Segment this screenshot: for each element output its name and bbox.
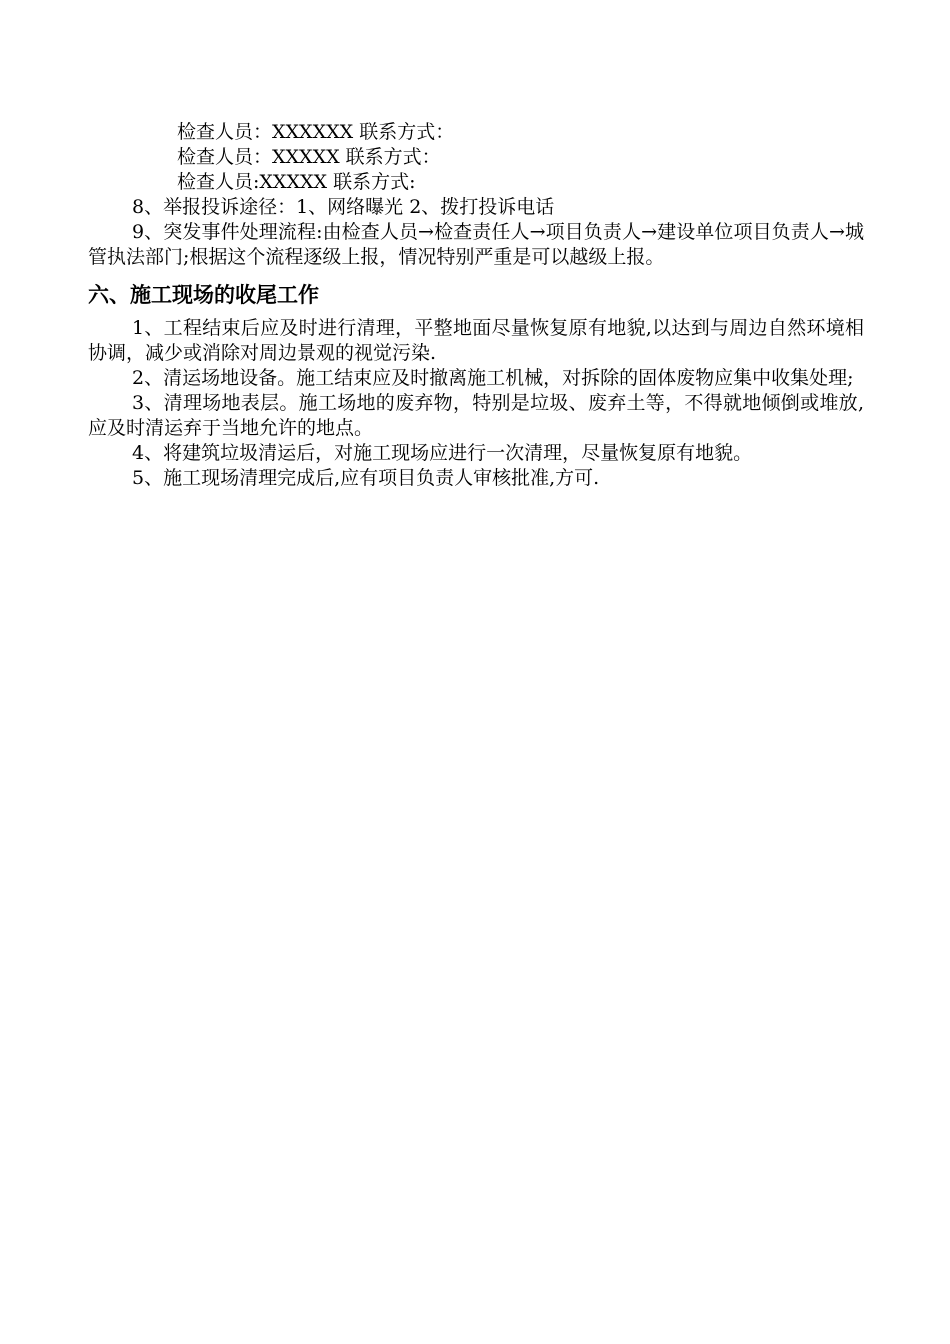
report-channel-item: 8、举报投诉途径：1、网络曝光 2、拨打投诉电话 [132,196,555,218]
closing-item-3: 3、清理场地表层。施工场地的废弃物，特别是垃圾、废弃土等，不得就地倾倒或堆放,应及时清运弃于当地允许的地点。 [88,392,864,439]
document-body [88,120,864,491]
emergency-process-item: 9、突发事件处理流程:由检查人员→检查责任人→项目负责人→建设单位项目负责人→城管执法部门;根据这个流程逐级上报，情况特别严重是可以越级上报。 [88,221,864,268]
closing-item-5: 5、施工现场清理完成后,应有项目负责人审核批准,方可. [132,467,600,489]
closing-item-2: 2、清运场地设备。施工结束应及时撤离施工机械，对拆除的固体废物应集中收集处理; [132,367,854,389]
inspector-line-3: 检查人员:XXXXX 联系方式: [177,171,416,193]
inspector-line-1: 检查人员：XXXXXX 联系方式： [177,121,455,143]
closing-item-1: 1、工程结束后应及时进行清理，平整地面尽量恢复原有地貌,以达到与周边自然环境相协调，减少或消除对周边景观的视觉污染. [88,317,864,364]
closing-item-4: 4、将建筑垃圾清运后，对施工现场应进行一次清理，尽量恢复原有地貌。 [132,442,753,464]
section-heading: 六、施工现场的收尾工作 [88,283,319,307]
inspector-line-2: 检查人员：XXXXX 联系方式： [177,146,441,168]
